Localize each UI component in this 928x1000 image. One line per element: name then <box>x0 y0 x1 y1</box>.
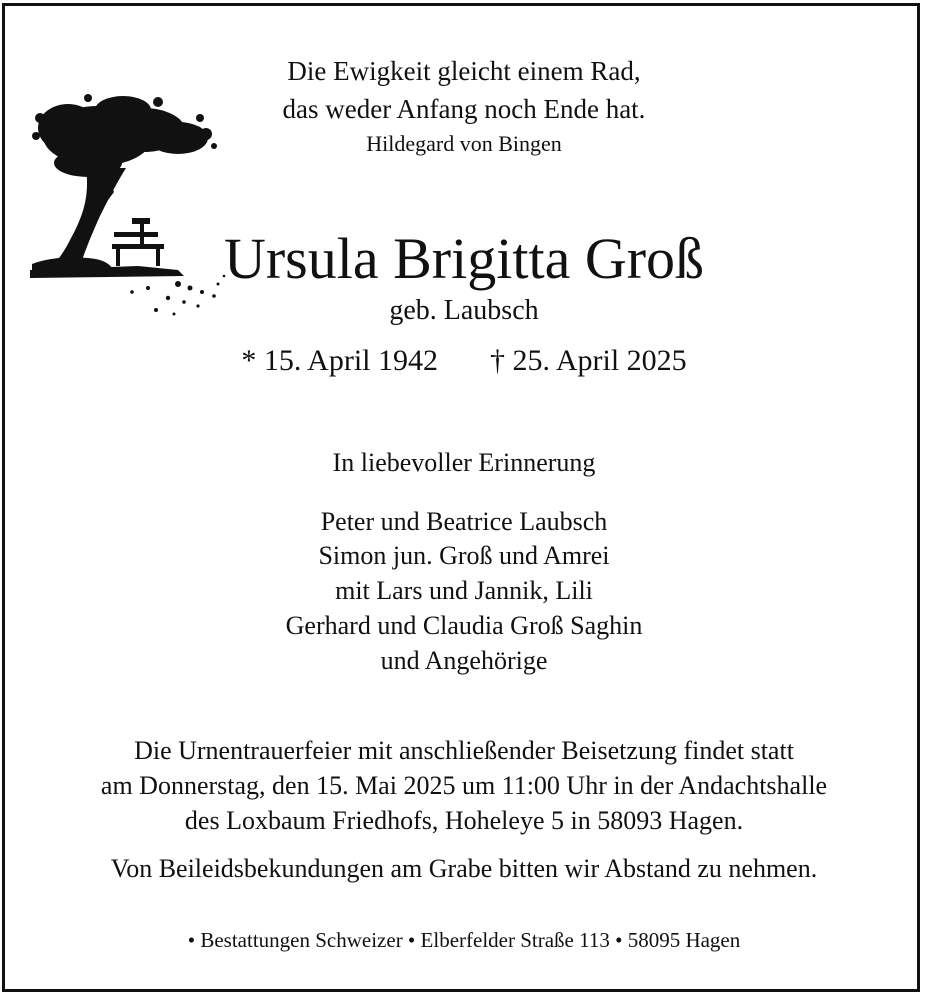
deceased-name: Ursula Brigitta Groß <box>223 226 705 291</box>
condolence-note: Von Beileidsbekundungen am Grabe bitten wir Abstand zu nehmen. <box>110 854 818 883</box>
mourner-line: Simon jun. Groß und Amrei <box>318 541 610 570</box>
service-line-1: Die Urnentrauerfeier mit anschließender Beisetzung findet statt <box>134 736 794 765</box>
service-line-3: des Loxbaum Friedhofs, Hoheleye 5 in 58093 Hagen. <box>184 806 744 835</box>
funeral-home-footer: • Bestattungen Schweizer • Elberfelder Straße 113 • 58095 Hagen <box>187 928 741 952</box>
life-dates <box>0 346 928 376</box>
service-line-2: am Donnerstag, den 15. Mai 2025 um 11:00 Uhr in der Andachtshalle <box>100 771 828 800</box>
quote-author: Hildegard von Bingen <box>366 131 562 156</box>
death-date: † 25. April 2025 <box>490 344 687 377</box>
mourner-line: Gerhard und Claudia Groß Saghin <box>285 611 643 640</box>
mourner-line: mit Lars und Jannik, Lili <box>335 576 593 605</box>
maiden-name: geb. Laubsch <box>389 295 539 326</box>
quote-line-1: Die Ewigkeit gleicht einem Rad, <box>287 56 641 86</box>
quote-line-2: das weder Anfang noch Ende hat. <box>282 94 646 124</box>
birth-date: * 15. April 1942 <box>241 344 438 377</box>
memory-line: In liebevoller Erinnerung <box>332 448 596 477</box>
mourner-line: und Angehörige <box>380 646 548 675</box>
mourner-line: Peter und Beatrice Laubsch <box>320 507 608 536</box>
